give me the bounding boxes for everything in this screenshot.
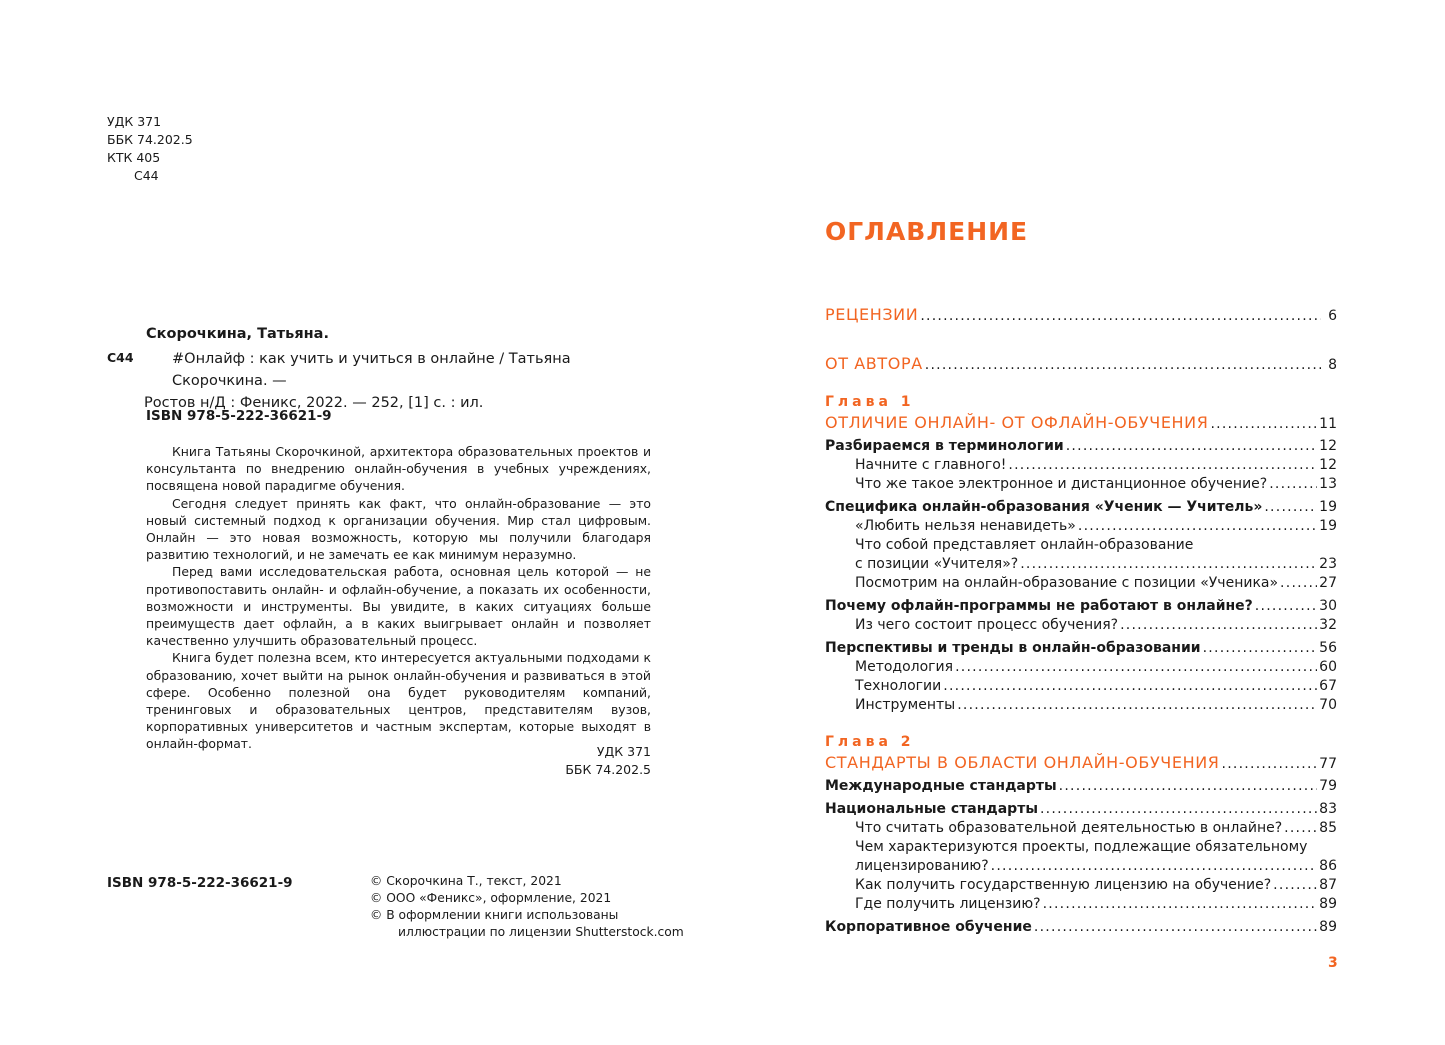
toc-entry-title: Где получить лицензию?: [855, 896, 1041, 912]
toc-entry-page: 12: [1319, 438, 1337, 454]
toc-entry-page: 86: [1319, 858, 1337, 874]
toc-entry[interactable]: [825, 597, 1337, 616]
toc-title: ОГЛАВЛЕНИЕ: [825, 217, 1029, 246]
toc-entry-title: Почему офлайн-программы не работают в онлайне?: [825, 598, 1253, 614]
udk-code-bottom: УДК 371: [596, 744, 651, 759]
toc-entry-page: 11: [1319, 416, 1337, 432]
toc-entry-title: Что считать образовательной деятельностью в онлайне?: [855, 820, 1283, 836]
toc-entry-from-author[interactable]: [825, 354, 1337, 375]
toc-entry[interactable]: [825, 639, 1337, 658]
toc-entry[interactable]: [825, 658, 1337, 677]
toc-entry-title: Технологии: [855, 678, 942, 694]
toc-entry[interactable]: [825, 800, 1337, 819]
copyright-block: [370, 873, 684, 941]
page-number: 3: [1328, 955, 1338, 971]
toc-entry-page: 19: [1319, 499, 1337, 515]
toc-entry[interactable]: [825, 475, 1337, 494]
classification-bottom: [540, 743, 651, 779]
toc-chapter-2[interactable]: [825, 753, 1337, 774]
toc-entry-page: 85: [1319, 820, 1337, 836]
annotation: [146, 443, 651, 753]
toc-entry[interactable]: [825, 696, 1337, 715]
toc-entry[interactable]: [825, 819, 1337, 838]
toc-entry[interactable]: [825, 895, 1337, 914]
biblio-line-1: #Онлайф : как учить и учиться в онлайне / Татьяна Скорочкина. —: [172, 351, 571, 389]
toc-entry-title: лицензированию?: [855, 858, 989, 874]
toc-entry-title-line[interactable]: Что собой представляет онлайн-образование: [855, 537, 1194, 553]
annotation-paragraph: Перед вами исследовательская работа, основная цель которой — не противопоставить онлайн- и офлайн-обучение, а показать их особенности, возможности и инструменты. Вы увидите, в каких ситуациях больше преимуществ дает офлайн, а в каких выигрывает онлайн и позволяет качественно улучшить образовательный процесс.: [146, 564, 651, 649]
toc-entry-page: 30: [1319, 598, 1337, 614]
toc-entry-title: РЕЦЕНЗИИ: [825, 305, 919, 324]
toc-entry[interactable]: [825, 456, 1337, 475]
toc-entry-title: СТАНДАРТЫ В ОБЛАСТИ ОНЛАЙН-ОБУЧЕНИЯ: [825, 753, 1220, 772]
annotation-paragraph: Книга Татьяны Скорочкиной, архитектора образовательных проектов и консультанта по внедрению онлайн-обучения в учебных учреждениях, посвящена новой парадигме обучения.: [146, 444, 651, 494]
toc-entry-page: 77: [1319, 756, 1337, 772]
toc-entry-title: Что же такое электронное и дистанционное обучение?: [855, 476, 1268, 492]
toc-entry-page: 83: [1319, 801, 1337, 817]
toc-entry-title: Посмотрим на онлайн-образование с позиции «Ученика»: [855, 575, 1279, 591]
toc-entry-title-line[interactable]: Чем характеризуются проекты, подлежащие обязательному: [855, 839, 1308, 855]
classification-block: [107, 113, 193, 185]
toc-entry[interactable]: [825, 517, 1337, 536]
author-sign: С44: [134, 168, 159, 183]
toc-entry[interactable]: [825, 918, 1337, 937]
toc-entry-page: 60: [1319, 659, 1337, 675]
toc-entry[interactable]: [825, 555, 1337, 574]
toc-entry-title: ОТ АВТОРА: [825, 354, 923, 373]
toc-entry[interactable]: [825, 616, 1337, 635]
toc-entry-title: Международные стандарты: [825, 778, 1057, 794]
toc-entry-title: Разбираемся в терминологии: [825, 438, 1064, 454]
toc-entry-page: 8: [1328, 357, 1337, 373]
toc-entry-title: «Любить нельзя ненавидеть»: [855, 518, 1076, 534]
toc-entry[interactable]: [825, 777, 1337, 796]
toc-entry-page: 19: [1319, 518, 1337, 534]
bbk-code-bottom: ББК 74.202.5: [565, 762, 651, 777]
chapter-2-label: Глава 2: [825, 734, 915, 750]
toc-entry-page: 56: [1319, 640, 1337, 656]
toc-entry-page: 67: [1319, 678, 1337, 694]
toc-entry[interactable]: [825, 437, 1337, 456]
toc-entry-title: Как получить государственную лицензию на обучение?: [855, 877, 1272, 893]
toc-entry-title: ОТЛИЧИЕ ОНЛАЙН- ОТ ОФЛАЙН-ОБУЧЕНИЯ: [825, 413, 1209, 432]
bibliographic-record: [146, 348, 651, 414]
toc-chapter-1[interactable]: [825, 413, 1337, 434]
toc-entry-page: 27: [1319, 575, 1337, 591]
toc-entry-page: 79: [1319, 778, 1337, 794]
toc-entry[interactable]: [825, 498, 1337, 517]
bbk-code: ББК 74.202.5: [107, 132, 193, 147]
toc-entry-reviews[interactable]: [825, 305, 1337, 326]
toc-entry-title: Начните с главного!: [855, 457, 1007, 473]
toc-entry-title: с позиции «Учителя»?: [855, 556, 1019, 572]
toc-entry-page: 13: [1319, 476, 1337, 492]
toc-entry[interactable]: [825, 876, 1337, 895]
udk-code: УДК 371: [107, 114, 162, 129]
annotation-paragraph: Сегодня следует принять как факт, что онлайн-образование — это новый системный подход к организации обучения. Мир стал цифровым. Онлайн — это новая возможность, которую мы получили благодаря развитию технологий, и не замечать ее как минимум неразумно.: [146, 495, 651, 563]
ktk-code: КТК 405: [107, 150, 161, 165]
toc-entry-page: 12: [1319, 457, 1337, 473]
biblio-line-2: Ростов н/Д : Феникс, 2022. — 252, [1] с. : ил.: [144, 395, 484, 411]
toc-entry[interactable]: [825, 857, 1337, 876]
toc-entry[interactable]: [825, 574, 1337, 593]
toc-entry-page: 32: [1319, 617, 1337, 633]
toc-entry-page: 70: [1319, 697, 1337, 713]
toc-entry-title: Инструменты: [855, 697, 956, 713]
toc-entry-title: Из чего состоит процесс обучения?: [855, 617, 1119, 633]
isbn-main: ISBN 978-5-222-36621-9: [146, 408, 332, 424]
toc-entry-title: Корпоративное обучение: [825, 919, 1032, 935]
copyright-line: иллюстрации по лицензии Shutterstock.com: [398, 925, 684, 939]
isbn-bottom: ISBN 978-5-222-36621-9: [107, 875, 293, 891]
toc-entry-title: Методология: [855, 659, 954, 675]
copyright-line: © ООО «Феникс», оформление, 2021: [370, 891, 612, 905]
toc-entry-page: 89: [1319, 919, 1337, 935]
toc-entry-title: Специфика онлайн-образования «Ученик — Учитель»: [825, 499, 1263, 515]
toc-entry[interactable]: [825, 677, 1337, 696]
copyright-line: © В оформлении книги использованы: [370, 908, 619, 922]
annotation-paragraph: Книга будет полезна всем, кто интересуется актуальными подходами к образованию, хочет выйти на рынок онлайн-обучения и развиваться в этой сфере. Особенно полезной она будет руководителям компаний, тренинговых и образовательных центров, представителям вузов, корпоративных университетов и частным экспертам, которые выходят в онлайн-формат.: [146, 650, 651, 752]
author-sign-bold: С44: [107, 350, 134, 365]
toc-entry-page: 89: [1319, 896, 1337, 912]
toc-entry-title: Национальные стандарты: [825, 801, 1038, 817]
author-heading: Скорочкина, Татьяна.: [146, 326, 329, 342]
copyright-line: © Скорочкина Т., текст, 2021: [370, 874, 562, 888]
toc-entry-page: 87: [1319, 877, 1337, 893]
toc-entry-page: 23: [1319, 556, 1337, 572]
toc-entry-page: 6: [1328, 308, 1337, 324]
chapter-1-label: Глава 1: [825, 394, 915, 410]
toc-entry-title: Перспективы и тренды в онлайн-образовании: [825, 640, 1201, 656]
